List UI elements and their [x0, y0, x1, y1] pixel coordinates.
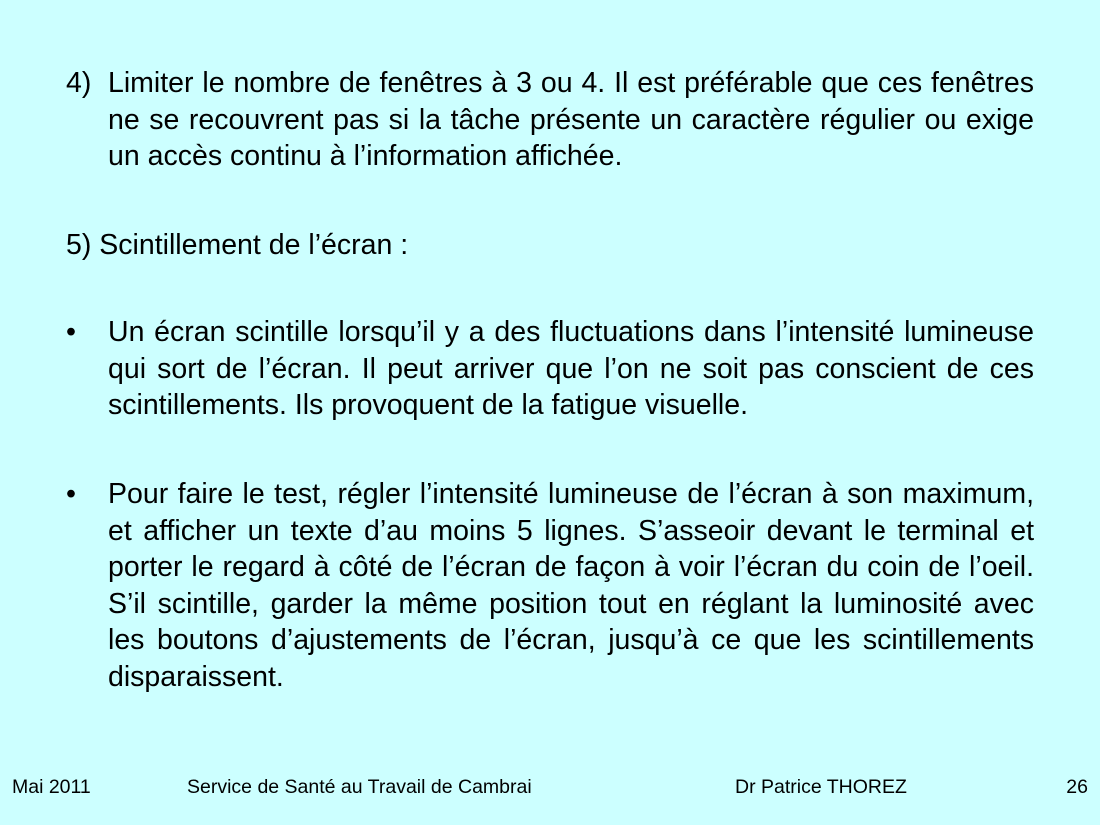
item-text: Limiter le nombre de fenêtres à 3 ou 4. Il est préférable que ces fenêtres ne se recouvrent pas si la tâche présente un caractère régulier ou exige un accès continu à l’information affichée.: [108, 67, 1034, 172]
list-item-4: [66, 65, 1034, 175]
bullet-item-flicker-definition: [66, 314, 1034, 424]
bullet-icon: •: [66, 316, 76, 348]
footer-date: Mai 2011: [12, 776, 91, 798]
bullet-icon: •: [66, 478, 76, 510]
bullet-text: Pour faire le test, régler l’intensité lumineuse de l’écran à son maximum, et afficher un texte d’au moins 5 lignes. S’asseoir devant le terminal et porter le regard à côté de l’écran de façon à voir l’écran du coin de l’oeil. S’il scintille, garder la même position tout en réglant la luminosité avec les boutons d’ajustements de l’écran, jusqu’à ce que les scintillements disparaissent.: [108, 478, 1034, 693]
section-heading: [66, 227, 1034, 264]
bullet-item-flicker-test: [66, 476, 1034, 695]
bullet-text: Un écran scintille lorsqu’il y a des fluctuations dans l’intensité lumineuse qui sort de l’écran. Il peut arriver que l’on ne soit pas conscient de ces scintillements. Ils provoquent de la fatigue visuelle.: [108, 316, 1034, 421]
footer-author: Dr Patrice THOREZ: [735, 776, 907, 798]
page-number: 26: [1066, 776, 1088, 798]
footer-organization: Service de Santé au Travail de Cambrai: [187, 776, 532, 798]
item-number: 4): [66, 67, 92, 99]
section-heading-text: 5) Scintillement de l’écran :: [66, 229, 409, 261]
